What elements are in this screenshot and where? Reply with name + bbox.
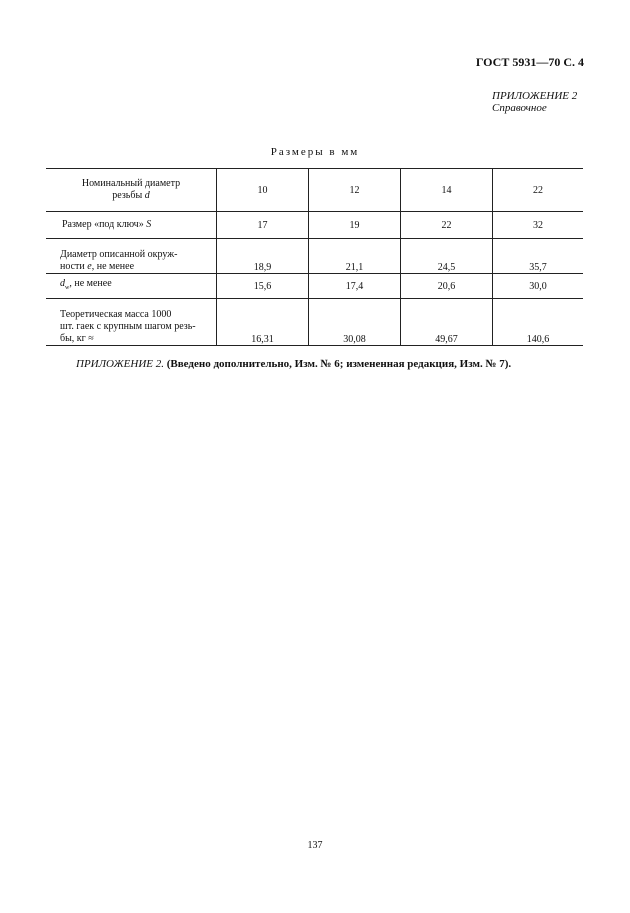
row-label-symbol: e [87,261,92,272]
table-cell: 14 [400,169,492,212]
row-label-suffix: , не менее [91,261,135,272]
amendment-note [76,358,511,370]
table-row [46,212,583,239]
row-label-line3: бы, кг ≈ [60,333,94,344]
table-cell: 30,08 [308,299,400,346]
row-label-line2: шт. гаек с крупным шагом резь- [60,321,196,332]
table-cell: 15,6 [217,274,309,299]
table-cell: 35,7 [492,239,583,274]
table-cell: 32 [492,212,583,239]
table-cell: 21,1 [308,239,400,274]
table-cell: 49,67 [400,299,492,346]
table-cell: 30,0 [492,274,583,299]
table-cell: 20,6 [400,274,492,299]
table-cell: 22 [400,212,492,239]
row-label-cell [46,239,217,274]
table-caption: Размеры в мм [270,146,360,158]
amendment-note-text: (Введено дополнительно, Изм. № 6; измененная редакция, Изм. № 7). [166,358,512,370]
table-cell: 16,31 [217,299,309,346]
table-row [46,274,583,299]
table-row [46,299,583,346]
header-label-line2: резьбы [112,190,143,201]
header-label-symbol: d [144,190,150,201]
appendix-label [492,90,584,114]
table-cell: 24,5 [400,239,492,274]
row-label-line1: Теоретическая масса 1000 [60,309,172,320]
table-cell: 19 [308,212,400,239]
table-cell: 22 [492,169,583,212]
row-label-cell [46,212,217,239]
row-label-suffix: , не менее [69,278,112,289]
row-label-symbol: S [146,219,152,230]
table-cell: 17,4 [308,274,400,299]
row-label-subscript: w [65,285,70,291]
table-cell: 17 [217,212,309,239]
row-label-symbol: d [60,278,65,289]
appendix-note: Справочное [492,102,547,114]
document-code: ГОСТ 5931—70 С. 4 [475,55,584,69]
table-row [46,239,583,274]
row-label-text: Размер «под ключ» [62,219,144,230]
dimensions-table [46,168,583,346]
table-cell: 140,6 [492,299,583,346]
table-cell: 12 [308,169,400,212]
row-label-cell [46,299,217,346]
row-label-line1: Диаметр описанной окруж- [60,249,178,260]
table-cell: 18,9 [217,239,309,274]
amendment-note-title: ПРИЛОЖЕНИЕ 2. [76,358,164,370]
header-label-cell [46,169,217,212]
row-label-line2: ности [60,261,85,272]
table-row [46,169,583,212]
row-label-cell [46,274,217,299]
header-label-line1: Номинальный диаметр [81,178,181,189]
page-number: 137 [307,840,323,851]
appendix-title: ПРИЛОЖЕНИЕ 2 [492,90,578,102]
table-cell: 10 [217,169,309,212]
